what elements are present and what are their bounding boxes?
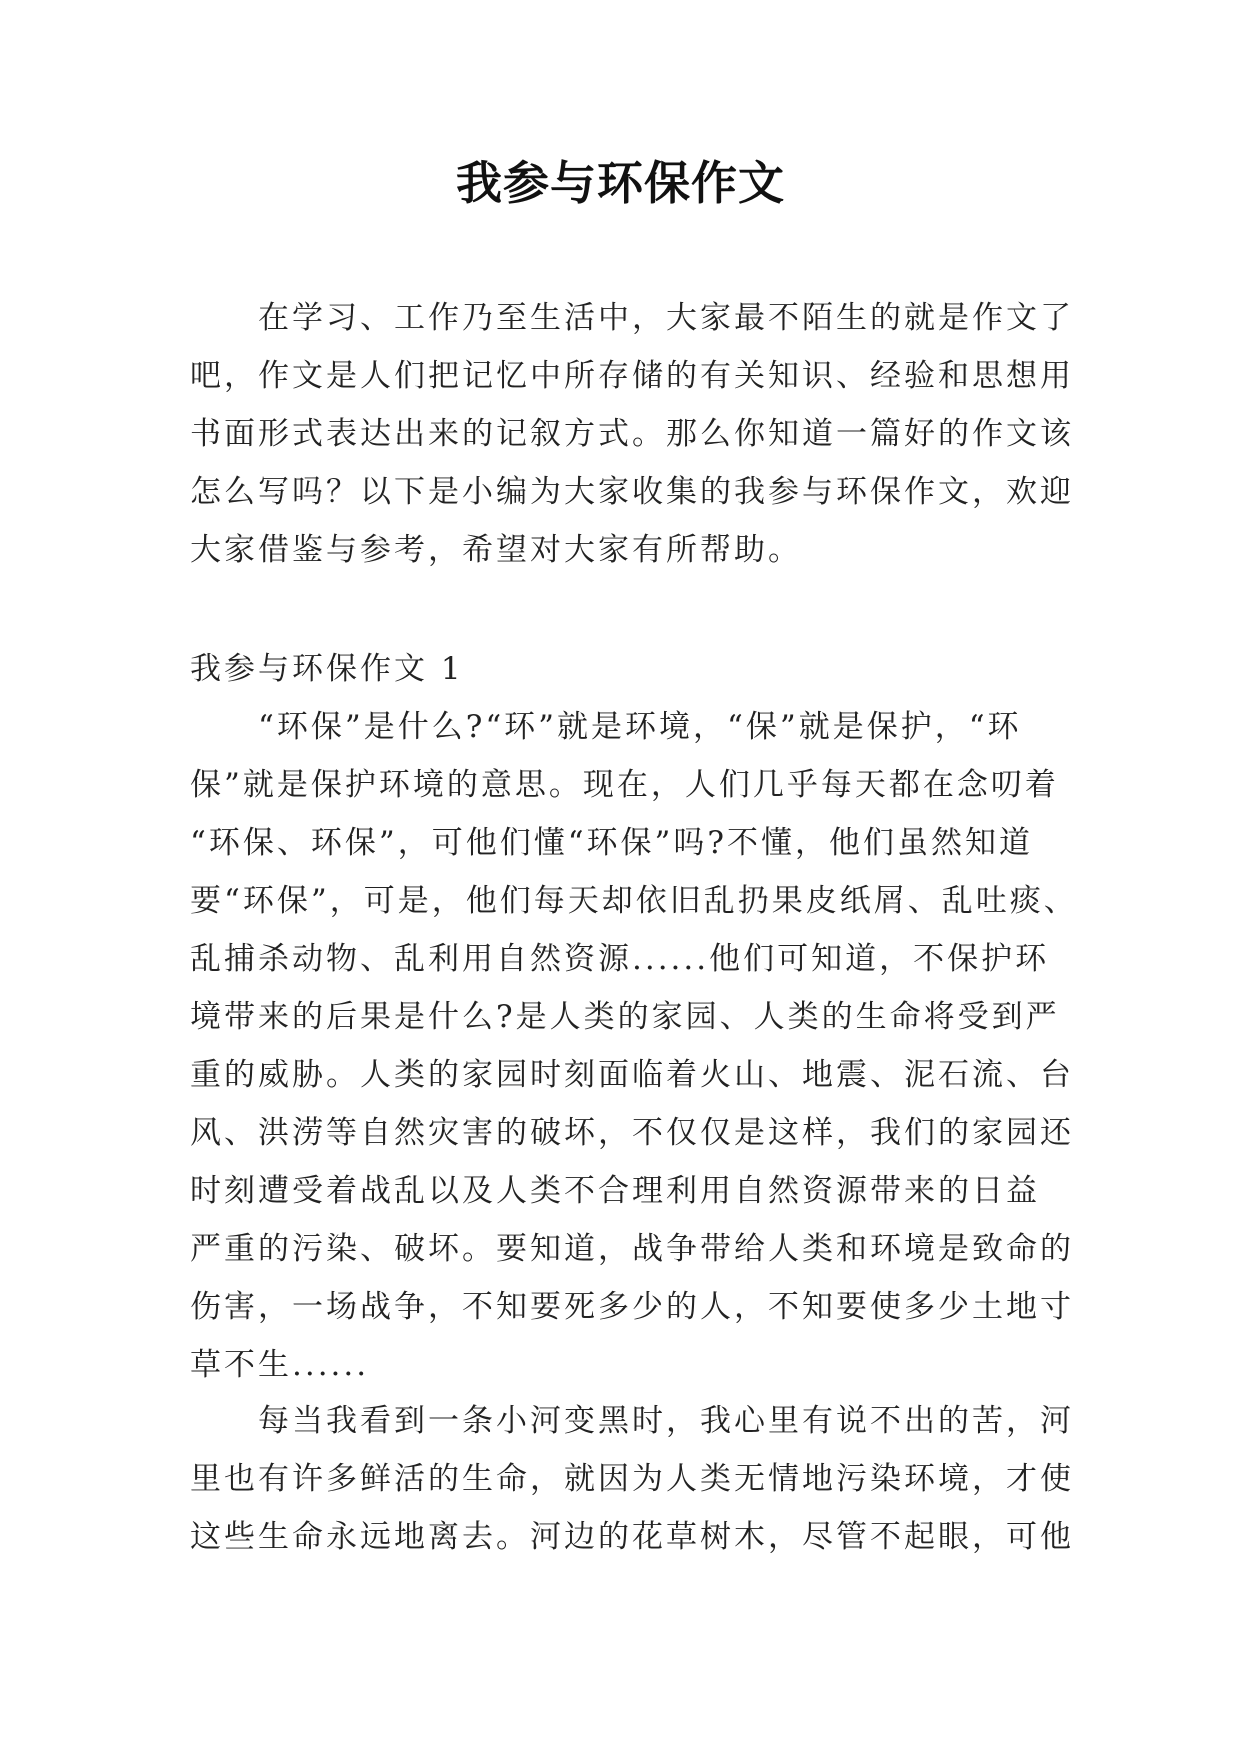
essay-line: 保”就是保护环境的意思。现在，人们几乎每天都在念叨着 xyxy=(190,767,1059,803)
essay-line: 要“环保”，可是，他们每天却依旧乱扔果皮纸屑、乱吐痰、 xyxy=(190,883,1078,919)
intro-line: 书面形式表达出来的记叙方式。那么你知道一篇好的作文该 xyxy=(190,416,1074,452)
intro-line: 怎么写吗？以下是小编为大家收集的我参与环保作文，欢迎 xyxy=(190,474,1074,510)
intro-line: 大家借鉴与参考，希望对大家有所帮助。 xyxy=(190,532,802,568)
essay-paragraph-2 xyxy=(190,1392,1074,1566)
document-title: 我参与环保作文 xyxy=(456,156,785,210)
essay-line: 风、洪涝等自然灾害的破坏，不仅仅是这样，我们的家园还 xyxy=(190,1115,1074,1151)
essay-line: 每当我看到一条小河变黑时，我心里有说不出的苦，河 xyxy=(190,1403,1074,1439)
essay-line: 时刻遭受着战乱以及人类不合理利用自然资源带来的日益 xyxy=(190,1173,1040,1209)
essay-line: 境带来的后果是什么?是人类的家园、人类的生命将受到严 xyxy=(190,999,1060,1035)
intro-line: 在学习、工作乃至生活中，大家最不陌生的就是作文了 xyxy=(190,300,1074,336)
essay-paragraph-1 xyxy=(190,698,1078,1394)
intro-paragraph xyxy=(190,289,1074,579)
essay-line: 伤害，一场战争，不知要死多少的人，不知要使多少土地寸 xyxy=(190,1289,1074,1325)
essay-line: “环保、环保”，可他们懂“环保”吗?不懂，他们虽然知道 xyxy=(190,825,1034,861)
essay-line: 里也有许多鲜活的生命，就因为人类无情地污染环境，才使 xyxy=(190,1461,1074,1497)
essay-line: 草不生...... xyxy=(190,1347,370,1383)
essay-line: 重的威胁。人类的家园时刻面临着火山、地震、泥石流、台 xyxy=(190,1057,1074,1093)
essay-line: 这些生命永远地离去。河边的花草树木，尽管不起眼，可他 xyxy=(190,1519,1074,1555)
essay-line: “环保”是什么?“环”就是环境，“保”就是保护，“环 xyxy=(190,709,1022,745)
section-heading: 我参与环保作文 1 xyxy=(190,651,464,687)
intro-line: 吧，作文是人们把记忆中所存储的有关知识、经验和思想用 xyxy=(190,358,1074,394)
essay-line: 乱捕杀动物、乱利用自然资源......他们可知道，不保护环 xyxy=(190,941,1050,977)
essay-line: 严重的污染、破坏。要知道，战争带给人类和环境是致命的 xyxy=(190,1231,1074,1267)
